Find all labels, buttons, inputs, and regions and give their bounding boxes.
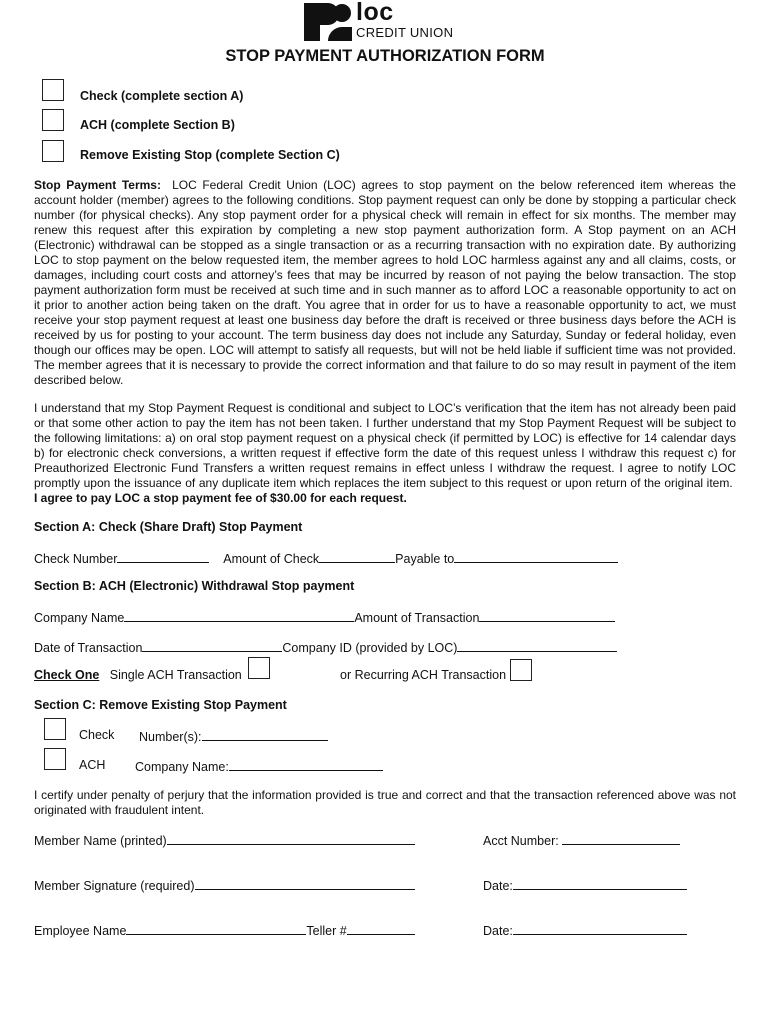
- logo-name: loc: [356, 0, 394, 26]
- company-id-field[interactable]: [457, 639, 617, 652]
- single-ach-checkbox[interactable]: [248, 657, 270, 679]
- remove-check-label: Check: [79, 728, 115, 742]
- employee-row: [34, 922, 415, 938]
- member-name-row: [34, 832, 415, 848]
- acct-number-field[interactable]: [562, 832, 680, 845]
- check-one-label: Check One: [34, 668, 100, 682]
- section-b-heading: Section B: ACH (Electronic) Withdrawal Stop payment: [34, 579, 355, 593]
- check-numbers-row: [139, 728, 328, 744]
- logo-subtitle: CREDIT UNION: [356, 25, 454, 40]
- remove-stop-option-label: Remove Existing Stop (complete Section C): [80, 148, 340, 162]
- terms-heading: Stop Payment Terms:: [34, 178, 161, 192]
- page-title: STOP PAYMENT AUTHORIZATION FORM: [225, 47, 545, 65]
- member-signature-label: Member Signature (required): [34, 879, 195, 893]
- ach-company-name-field[interactable]: [229, 758, 383, 771]
- payable-to-field[interactable]: [454, 550, 618, 563]
- check-numbers-field[interactable]: [202, 728, 328, 741]
- date-field-2[interactable]: [513, 922, 687, 935]
- amount-of-check-label: Amount of Check: [223, 552, 320, 566]
- member-name-field[interactable]: [167, 832, 415, 845]
- company-name-label: Company Name: [34, 611, 125, 625]
- employee-name-label: Employee Name: [34, 924, 127, 938]
- member-signature-row: [34, 877, 415, 893]
- section-a-heading: Section A: Check (Share Draft) Stop Payment: [34, 520, 303, 534]
- teller-field[interactable]: [347, 922, 415, 935]
- understand-body: I understand that my Stop Payment Request is conditional and subject to LOC’s verification that the item has not already been paid or that some other action to pay the item has not been taken. I further understand that my Stop Payment Request will be subject to the following limitations: a) on oral stop payment request on a physical check (if permitted by LOC) is effective for 14 calendar days b) for electronic check conversions, a written request if effective form the date of this request unless I withdraw this request c) for Preauthorized Electronic Fund Transfers a written request remains in effect unless I withdraw the request. I agree to notify LOC promptly upon the issuance of any duplicate item which replaces the item subject to this request or upon return of the original item.: [34, 401, 736, 490]
- ach-company-name-label: Company Name:: [135, 760, 229, 774]
- fee-statement: I agree to pay LOC a stop payment fee of $30.00 for each request.: [34, 491, 407, 505]
- remove-check-checkbox[interactable]: [44, 718, 66, 740]
- payable-to-label: Payable to: [395, 552, 455, 566]
- section-b-row-1: [34, 609, 615, 625]
- member-name-label: Member Name (printed): [34, 834, 167, 848]
- teller-label: Teller #: [306, 924, 347, 938]
- check-numbers-label: Number(s):: [139, 730, 202, 744]
- single-ach-label: Single ACH Transaction: [109, 668, 242, 682]
- certify-statement: I certify under penalty of perjury that the information provided is true and correct and that the transaction referenced above was not originated with fraudulent intent.: [34, 788, 736, 817]
- section-b-row-2: [34, 639, 617, 655]
- terms-paragraph: [34, 178, 736, 388]
- date-label-2: Date:: [483, 924, 513, 938]
- member-signature-field[interactable]: [195, 877, 415, 890]
- amount-of-check-field[interactable]: [319, 550, 395, 563]
- amount-of-transaction-field[interactable]: [479, 609, 615, 622]
- understand-paragraph: [34, 401, 736, 506]
- check-number-field[interactable]: [117, 550, 209, 563]
- date-of-transaction-label: Date of Transaction: [34, 641, 143, 655]
- section-a-row: [34, 550, 618, 566]
- date-field-1[interactable]: [513, 877, 687, 890]
- ach-company-row: [135, 758, 383, 774]
- company-name-field[interactable]: [124, 609, 354, 622]
- recurring-ach-checkbox[interactable]: [510, 659, 532, 681]
- date-of-transaction-field[interactable]: [142, 639, 282, 652]
- loc-logo-icon: [304, 3, 352, 41]
- check-number-label: Check Number: [34, 552, 118, 566]
- employee-name-field[interactable]: [126, 922, 306, 935]
- acct-number-label: Acct Number:: [483, 834, 559, 848]
- remove-ach-checkbox[interactable]: [44, 748, 66, 770]
- ach-option-checkbox[interactable]: [42, 109, 64, 131]
- terms-body: LOC Federal Credit Union (LOC) agrees to stop payment on the below referenced item whereas the account holder (member) agrees to the following conditions. Stop payment request can only be done by stopping a particular check number (for physical checks). Any stop payment order for a physical check will remain in effect for six months. The member may renew this request after this expiration by completing a new stop payment authorization form. A Stop payment on an ACH (Electronic) withdrawal can be stopped as a single transaction or as a recurring transaction with no expiration date. By authorizing LOC to stop payment on the below requested item, the member agrees to hold LOC harmless against any and all claims, costs, or damages, including court costs and attorney’s fees that may be incurred by reason of not paying the below transaction. The stop payment authorization form must be received at such time and in such manner as to afford LOC a reasonable opportunity to act on it prior to another action being taken on the draft. You agree that in order for us to have a reasonable opportunity to act, we must receive your stop payment request at least one business day before the draft is received or three business days before the ACH is received by us for posting to your account. The term business day does not include any Saturday, Sunday or federal holiday, even though our offices may be open. LOC will attempt to satisfy all requests, but will not be held liable if sufficient time was not provided. The member agrees that it is necessary to provide the correct information and that failure to do so may result in payment of the item described below.: [34, 178, 736, 387]
- remove-ach-label: ACH: [79, 758, 106, 772]
- recurring-ach-label: or Recurring ACH Transaction: [340, 668, 507, 682]
- check-one-row: [34, 668, 242, 682]
- ach-option-label: ACH (complete Section B): [80, 118, 235, 132]
- date-label-1: Date:: [483, 879, 513, 893]
- remove-stop-option-checkbox[interactable]: [42, 140, 64, 162]
- check-option-checkbox[interactable]: [42, 79, 64, 101]
- acct-number-row: [483, 832, 680, 848]
- company-id-label: Company ID (provided by LOC): [282, 641, 458, 655]
- amount-of-transaction-label: Amount of Transaction: [354, 611, 480, 625]
- date-row-1: [483, 877, 687, 893]
- section-c-heading: Section C: Remove Existing Stop Payment: [34, 698, 287, 712]
- check-option-label: Check (complete section A): [80, 89, 244, 103]
- date-row-2: [483, 922, 687, 938]
